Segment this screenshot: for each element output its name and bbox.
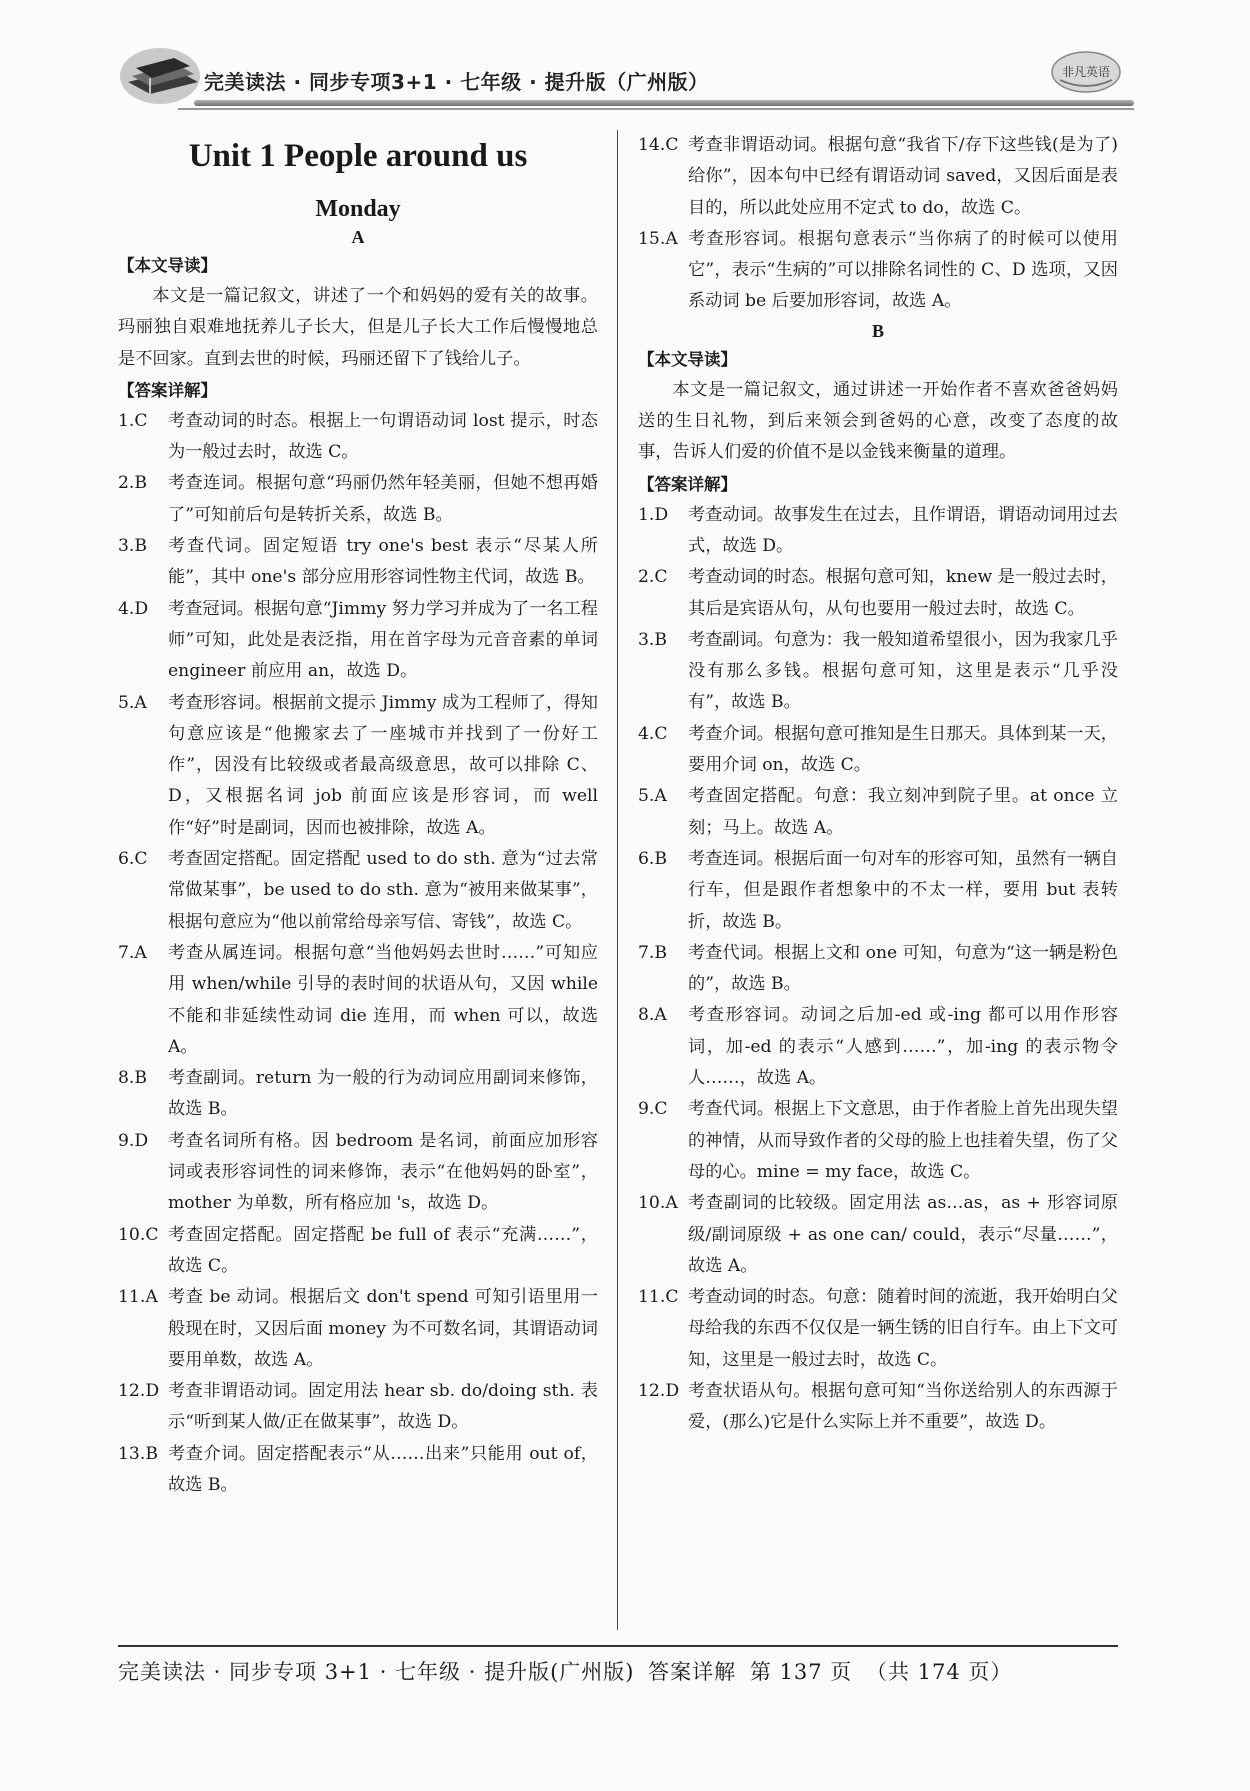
footer-section: 答案详解 [648,1660,737,1684]
answer-item [638,224,1118,318]
answer-number: 5.A [638,786,667,807]
answer-explanation: 考查固定搭配。句意：我立刻冲到院子里。at once 立刻；马上。故选 A。 [688,786,1118,838]
answer-item [638,1376,1118,1439]
answer-number: 7.B [638,942,668,963]
answer-heading-b: 【答案详解】 [638,474,737,494]
answer-number: 12.D [638,1380,680,1401]
answer-item [118,594,598,688]
header-rule [194,100,1134,106]
answer-number: 1.D [638,504,669,525]
answer-explanation: 考查代词。固定短语 try one's best 表示“尽某人所能”，其中 one's 部分应用形容词性物主代词，故选 B。 [168,536,598,588]
answer-number: 9.D [118,1130,149,1151]
answer-item [638,938,1118,1001]
answer-number: 14.C [638,135,679,155]
answer-explanation: 考查介词。固定搭配表示“从……出来”只能用 out of，故选 B。 [168,1443,598,1495]
footer-total-pages: （共 174 页） [865,1660,1013,1684]
answer-explanation: 考查副词。句意为：我一般知道希望很小，因为我家几乎没有那么多钱。根据句意可知，这里是表示“几乎没有”，故选 B。 [688,629,1118,713]
answer-explanation: 考查介词。根据句意可推知是生日那天。具体到某一天，要用介词 on，故选 C。 [688,723,1118,776]
guide-text-b: 本文是一篇记叙文，通过讲述一开始作者不喜欢爸爸妈妈送的生日礼物，到后来领会到爸妈的心意，改变了态度的故事，告诉人们爱的价值不是以金钱来衡量的道理。 [638,379,1118,463]
answer-explanation: 考查动词。故事发生在过去，且作谓语，谓语动词用过去式，故选 D。 [688,504,1118,556]
answer-explanation: 考查动词的时态。句意：随着时间的流逝，我开始明白父母给我的东西不仅仅是一辆生锈的旧自行车。由上下文可知，这里是一般过去时，故选 C。 [688,1287,1118,1370]
answer-explanation: 考查形容词。动词之后加-ed 或-ing 都可以用作形容词，加-ed 的表示“人感到……”，加-ing 的表示物令人……，故选 A。 [688,1005,1118,1089]
answer-number: 8.A [638,1005,667,1026]
answer-explanation: 考查固定搭配。固定搭配 used to do sth. 意为“过去常常做某事”，be used to do sth. 意为“被用来做某事”，根据句意应为“他以前常给母亲写信、寄钱”，故选 C。 [168,849,598,932]
answer-item [638,130,1118,224]
answer-number: 7.A [118,942,147,963]
column-divider [617,130,618,1630]
guide-heading-b: 【本文导读】 [638,349,737,369]
header-title: 完美读法 · 同步专项3+1 · 七年级 · 提升版（广州版） [204,70,709,94]
answer-number: 9.C [638,1099,668,1120]
answer-number: 11.C [638,1287,679,1308]
answer-list [118,406,598,1501]
answer-item [638,1000,1118,1094]
answer-number: 5.A [118,692,147,713]
day-title: Monday [315,196,401,222]
badge-logo-icon [1046,46,1126,96]
answer-explanation: 考查连词。根据后面一句对车的形容可知，虽然有一辆自行车，但是跟作者想象中的不太一样，要用 but 表转折，故选 B。 [688,848,1118,932]
left-column [118,130,598,1501]
answer-explanation: 考查副词。return 为一般的行为动词应用副词来修饰，故选 B。 [168,1068,598,1120]
answer-item [638,844,1118,938]
answer-item [118,1376,598,1439]
answer-item [638,625,1118,719]
guide-heading: 【本文导读】 [118,256,217,275]
answer-item [118,938,598,1063]
answer-explanation: 考查状语从句。根据句意可知“当你送给别人的东西源于爱，(那么)它是什么实际上并不重要”，故选 D。 [688,1380,1118,1433]
answer-number: 10.C [118,1224,159,1245]
answer-number: 8.B [118,1068,148,1089]
answer-explanation: 考查动词的时态。根据句意可知，knew 是一般过去时，其后是宾语从句，从句也要用一般过去时，故选 C。 [688,567,1118,619]
answer-explanation: 考查连词。根据句意“玛丽仍然年轻美丽，但她不想再婚了”可知前后句是转折关系，故选 B。 [168,473,598,525]
answer-explanation: 考查非谓语动词。根据句意“我省下/存下这些钱(是为了)给你”，因本句中已经有谓语动词 saved，又因后面是表目的，所以此处应用不定式 to do，故选 C。 [688,135,1118,218]
answer-item [118,531,598,594]
answer-explanation: 考查形容词。根据句意表示“当你病了的时候可以使用它”，表示“生病的”可以排除名词性的 C、D 选项，又因系动词 be 后要加形容词，故选 A。 [688,228,1118,312]
answer-item [118,1439,598,1502]
answer-explanation: 考查代词。根据上下文意思，由于作者脸上首先出现失望的神情，从而导致作者的父母的脸上也挂着失望，伤了父母的心。mine = my face，故选 C。 [688,1099,1118,1182]
answer-list-b [638,500,1118,1439]
answer-explanation: 考查形容词。根据前文提示 Jimmy 成为工程师了，得知句意应该是“他搬家去了一座城市并找到了一份好工作”，因没有比较级或者最高级意思，故可以排除 C、D，又根据名词 job 前面应该是形容词，而 well 作“好”时是副词，因而也被排除，故选 A。 [168,692,598,838]
answer-list-a-continued [638,130,1118,318]
unit-title: Unit 1 People around us [188,138,528,174]
answer-number: 4.D [118,598,149,619]
answer-item [638,1188,1118,1282]
answer-explanation: 考查固定搭配。固定搭配 be full of 表示“充满……”，故选 C。 [168,1224,598,1276]
section-a-label: A [351,227,365,247]
answer-item [118,1220,598,1283]
footer-rule [118,1645,1118,1647]
answer-item [638,562,1118,625]
answer-item [118,1063,598,1126]
answer-number: 4.C [638,723,668,744]
answer-item [118,406,598,469]
answer-item [118,844,598,938]
footer-page-number: 第 137 页 [749,1660,853,1684]
answer-number: 11.A [118,1287,158,1308]
answer-number: 2.B [118,473,148,494]
answer-item [118,1126,598,1220]
answer-item [638,781,1118,844]
answer-explanation: 考查名词所有格。因 bedroom 是名词，前面应加形容词或表形容词性的词来修饰，表示“在他妈妈的卧室”，mother 为单数，所有格应加 's，故选 D。 [168,1130,598,1214]
answer-number: 12.D [118,1381,160,1402]
answer-item [118,688,598,844]
answer-item [118,468,598,531]
answer-item [638,500,1118,563]
answer-number: 13.B [118,1443,158,1464]
answer-explanation: 考查动词的时态。根据上一句谓语动词 lost 提示，时态为一般过去时，故选 C。 [168,410,598,463]
answer-item [638,1094,1118,1188]
answer-number: 15.A [638,228,678,249]
header-rule-thin [178,108,1134,110]
guide-text: 本文是一篇记叙文，讲述了一个和妈妈的爱有关的故事。玛丽独自艰难地抚养儿子长大，但是儿子长大工作后慢慢地总是不回家。直到去世的时候，玛丽还留下了钱给儿子。 [118,286,598,369]
answer-item [638,1282,1118,1376]
answer-number: 3.B [118,536,148,557]
badge-label: 非凡英语 [1061,65,1111,79]
answer-number: 1.C [118,410,148,431]
answer-explanation: 考查冠词。根据句意“Jimmy 努力学习并成为了一名工程师”可知，此处是表泛指，用在首字母为元音音素的单词 engineer 前应用 an，故选 D。 [168,598,598,682]
books-logo-icon [118,36,208,106]
answer-explanation: 考查 be 动词。根据后文 don't spend 可知引语里用一般现在时，又因后面 money 为不可数名词，其谓语动词要用单数，故选 A。 [168,1287,598,1370]
answer-number: 10.A [638,1193,678,1214]
answer-explanation: 考查非谓语动词。固定用法 hear sb. do/doing sth. 表示“听到某人做/正在做某事”，故选 D。 [168,1381,598,1433]
page-header [118,36,1133,116]
answer-heading: 【答案详解】 [118,380,217,400]
page-footer [118,1657,1118,1687]
footer-book-title: 完美读法 · 同步专项 3+1 · 七年级 · 提升版(广州版) [118,1660,635,1684]
section-b-label: B [871,320,884,341]
answer-explanation: 考查副词的比较级。固定用法 as…as，as + 形容词原级/副词原级 + as one can/ could，表示“尽量……”，故选 A。 [688,1193,1118,1276]
answer-item [118,1282,598,1376]
answer-item [638,719,1118,782]
answer-explanation: 考查从属连词。根据句意“当他妈妈去世时……”可知应用 when/while 引导的表时间的状语从句，又因 while 不能和非延续性动词 die 连用，而 when 可以，故选 A。 [168,942,598,1057]
right-column [638,130,1118,1439]
answer-explanation: 考查代词。根据上文和 one 可知，句意为“这一辆是粉色的”，故选 B。 [688,942,1118,995]
answer-number: 6.B [638,848,668,869]
answer-number: 6.C [118,849,148,870]
answer-number: 2.C [638,567,668,588]
answer-number: 3.B [638,629,668,650]
